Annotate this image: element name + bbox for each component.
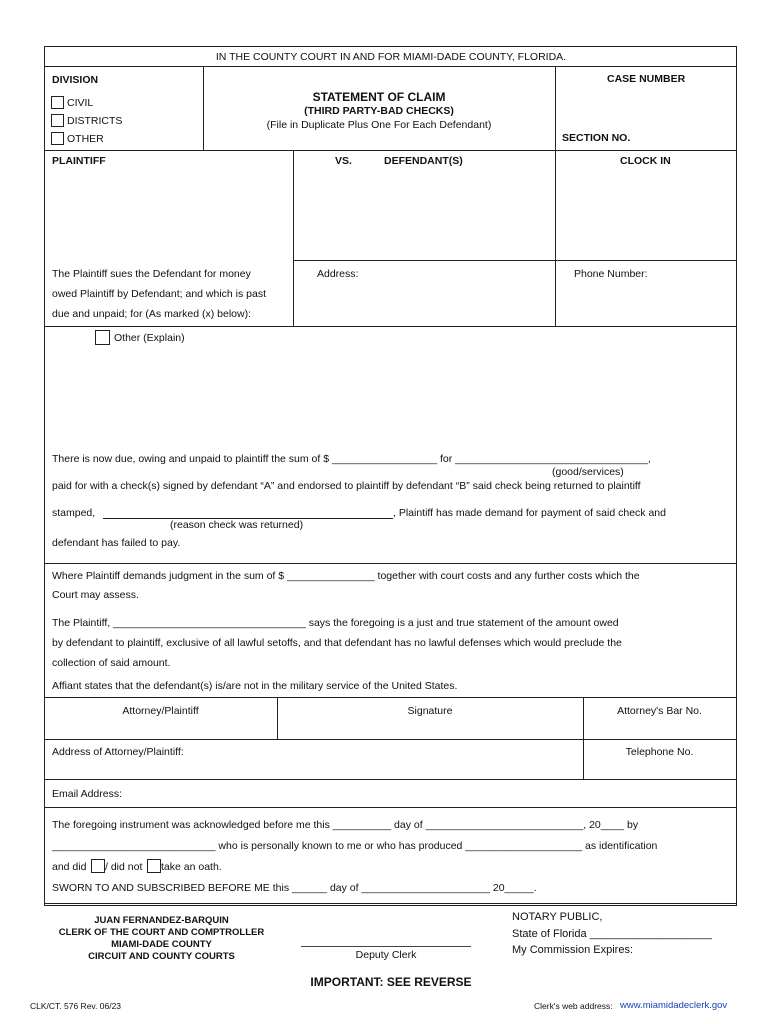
clock-in-label: CLOCK IN bbox=[620, 155, 671, 167]
sues-text-line3: due and unpaid; for (As marked (x) below): bbox=[52, 308, 252, 320]
judgment-line2: Court may assess. bbox=[52, 589, 139, 601]
did-not-label: / did not bbox=[105, 861, 143, 873]
divider bbox=[44, 739, 737, 740]
form-border-top bbox=[44, 46, 737, 47]
other-explain-checkbox[interactable] bbox=[95, 330, 110, 345]
notary-commission-label: My Commission Expires: bbox=[512, 944, 634, 956]
take-oath-label: take an oath. bbox=[161, 861, 222, 873]
web-address-label: Clerk's web address: bbox=[534, 1001, 613, 1011]
notary-public-label: NOTARY PUBLIC, bbox=[512, 911, 603, 923]
claim-line2: paid for with a check(s) signed by defendant “A” and endorsed to plaintiff by defendant “B” said check being returned to plaintiff bbox=[52, 480, 641, 492]
did-checkbox[interactable] bbox=[91, 859, 105, 873]
divider bbox=[293, 260, 737, 261]
address-label: Address: bbox=[317, 268, 359, 280]
districts-label: DISTRICTS bbox=[67, 115, 123, 127]
important-notice: IMPORTANT: SEE REVERSE bbox=[310, 975, 472, 989]
claim-line1: There is now due, owing and unpaid to plaintiff the sum of $ __________________ for _________________________________, bbox=[52, 453, 651, 465]
notary-state-line: State of Florida ____________________ bbox=[512, 928, 713, 940]
plaintiff-label: PLAINTIFF bbox=[52, 155, 106, 167]
divider bbox=[44, 807, 737, 808]
divider bbox=[44, 66, 737, 67]
divider bbox=[44, 563, 737, 564]
form-subtitle: (THIRD PARTY-BAD CHECKS) bbox=[304, 105, 454, 117]
signature-label: Signature bbox=[407, 705, 453, 717]
division-label: DIVISION bbox=[52, 74, 99, 86]
judgment-line5: collection of said amount. bbox=[52, 657, 171, 669]
reason-caption: (reason check was returned) bbox=[170, 519, 304, 531]
other-explain-label: Other (Explain) bbox=[114, 332, 185, 344]
clerk-county: MIAMI-DADE COUNTY bbox=[111, 939, 212, 950]
attorney-address-label: Address of Attorney/Plaintiff: bbox=[52, 746, 184, 758]
other-division-checkbox[interactable] bbox=[51, 132, 64, 145]
section-no-label: SECTION NO. bbox=[562, 132, 631, 144]
clerk-name: JUAN FERNANDEZ-BARQUIN bbox=[94, 915, 229, 926]
case-number-label: CASE NUMBER bbox=[607, 73, 686, 85]
form-note: (File in Duplicate Plus One For Each Defendant) bbox=[266, 119, 492, 131]
districts-checkbox[interactable] bbox=[51, 114, 64, 127]
acknowledgment-line2: ____________________________ who is personally known to me or who has produced ____________________ as identification bbox=[52, 840, 658, 852]
sworn-statement: SWORN TO AND SUBSCRIBED BEFORE ME this ______ day of ______________________ 20_____. bbox=[52, 882, 537, 894]
judgment-line4: by defendant to plaintiff, exclusive of all lawful setoffs, and that defendant has no lawful defenses which would preclude the bbox=[52, 637, 622, 649]
divider bbox=[555, 150, 556, 326]
bar-number-label: Attorney's Bar No. bbox=[617, 705, 702, 717]
and-did-label: and did bbox=[52, 861, 87, 873]
stamped-rest: , Plaintiff has made demand for payment of said check and bbox=[393, 507, 666, 519]
sues-text-line2: owed Plaintiff by Defendant; and which is past bbox=[52, 288, 267, 300]
did-not-checkbox[interactable] bbox=[147, 859, 161, 873]
divider bbox=[44, 903, 737, 904]
deputy-clerk-label: Deputy Clerk bbox=[355, 949, 417, 961]
judgment-line1: Where Plaintiff demands judgment in the sum of $ _______________ together with court costs and any further costs which the bbox=[52, 570, 640, 582]
military-statement: Affiant states that the defendant(s) is/are not in the military service of the United States. bbox=[52, 680, 458, 692]
form-title: STATEMENT OF CLAIM bbox=[312, 90, 446, 104]
form-border-left bbox=[44, 46, 45, 906]
email-address-label: Email Address: bbox=[52, 788, 123, 800]
form-border-right bbox=[736, 46, 737, 906]
civil-label: CIVIL bbox=[67, 97, 94, 109]
divider bbox=[44, 326, 737, 327]
divider bbox=[44, 697, 737, 698]
divider bbox=[293, 150, 294, 326]
deputy-clerk-signature-line bbox=[301, 946, 471, 947]
divider bbox=[44, 905, 737, 906]
phone-number-label: Phone Number: bbox=[574, 268, 648, 280]
judgment-line3: The Plaintiff, _________________________________ says the foregoing is a just and true statement of the amount owed bbox=[52, 617, 619, 629]
vs-label: VS. bbox=[335, 155, 352, 167]
divider bbox=[555, 66, 556, 150]
divider bbox=[277, 697, 278, 739]
stamped-label: stamped, bbox=[52, 507, 96, 519]
web-address-link[interactable]: www.miamidadeclerk.gov bbox=[620, 1000, 728, 1011]
civil-checkbox[interactable] bbox=[51, 96, 64, 109]
divider bbox=[44, 779, 737, 780]
telephone-label: Telephone No. bbox=[625, 746, 694, 758]
other-division-label: OTHER bbox=[67, 133, 104, 145]
sues-text-line1: The Plaintiff sues the Defendant for money bbox=[52, 268, 251, 280]
clerk-courts: CIRCUIT AND COUNTY COURTS bbox=[88, 951, 235, 962]
clerk-title: CLERK OF THE COURT AND COMPTROLLER bbox=[58, 927, 265, 938]
claim-line4: defendant has failed to pay. bbox=[52, 537, 181, 549]
attorney-plaintiff-label: Attorney/Plaintiff bbox=[122, 705, 199, 717]
court-title: IN THE COUNTY COURT IN AND FOR MIAMI-DADE COUNTY, FLORIDA. bbox=[215, 51, 567, 63]
goods-services-caption: (good/services) bbox=[552, 466, 624, 478]
defendant-label: DEFENDANT(S) bbox=[384, 155, 463, 167]
divider bbox=[44, 150, 737, 151]
form-id: CLK/CT. 576 Rev. 06/23 bbox=[30, 1001, 122, 1011]
acknowledgment-line1: The foregoing instrument was acknowledged before me this __________ day of ___________________________, 20____ by bbox=[52, 819, 639, 831]
